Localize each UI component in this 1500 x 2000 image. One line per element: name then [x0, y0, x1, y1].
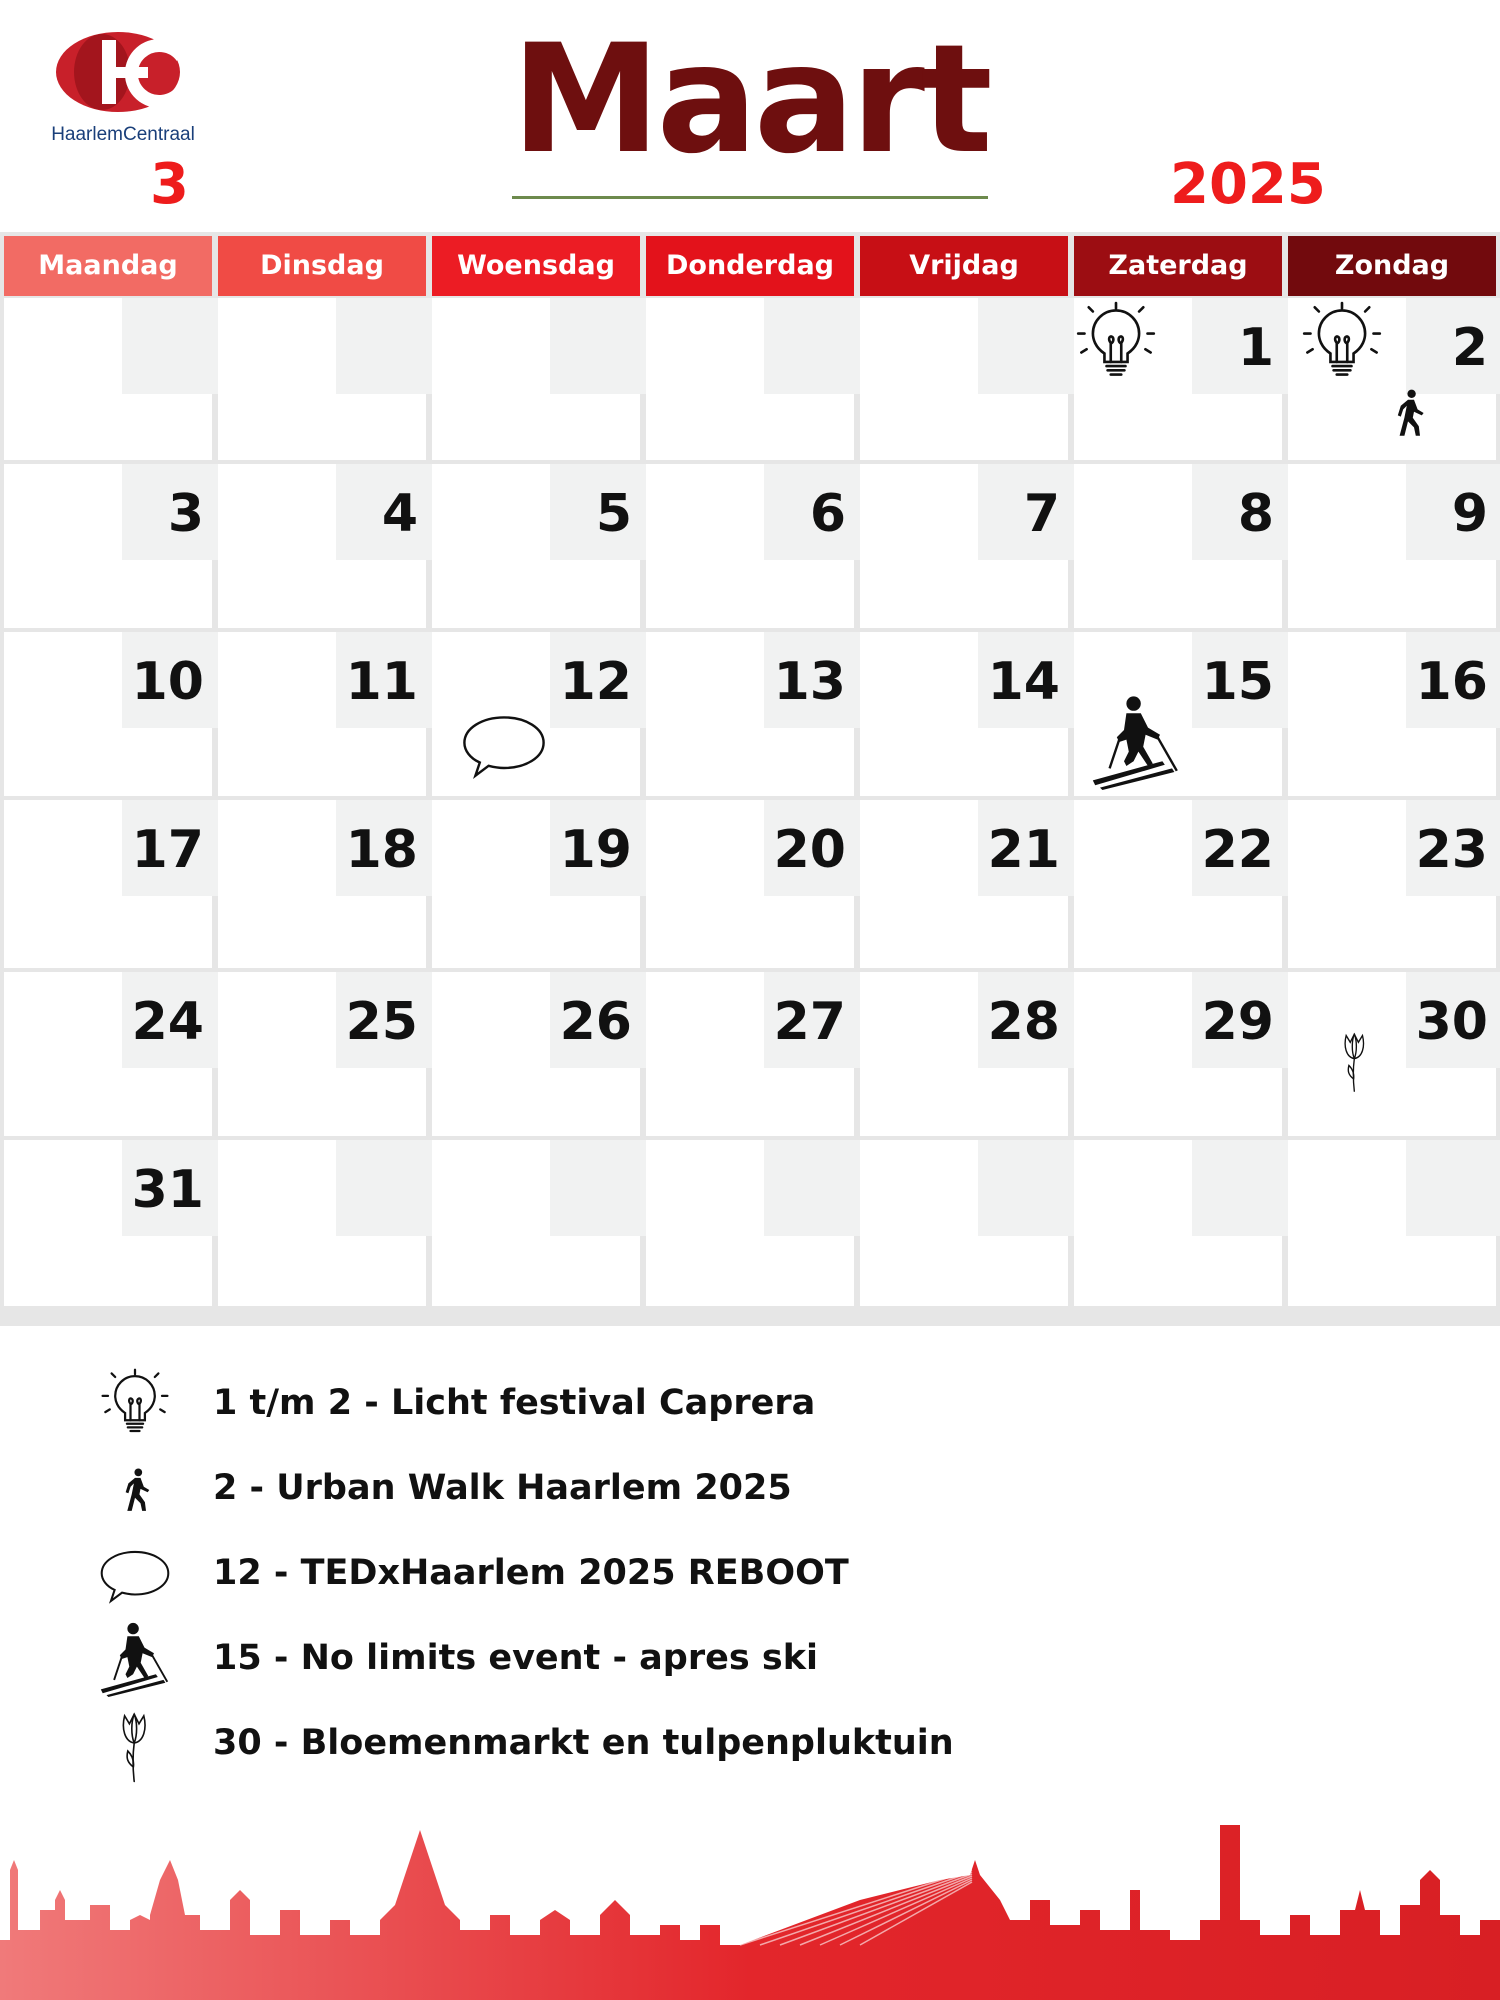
- day-cell[interactable]: [4, 632, 212, 796]
- day-number-box: [764, 298, 860, 394]
- day-number: 25: [345, 992, 418, 1052]
- speech-bubble-icon: [460, 712, 548, 780]
- day-cell[interactable]: [432, 800, 640, 968]
- day-number: 11: [345, 652, 418, 712]
- empty-day-cell: [646, 1140, 854, 1306]
- day-number: 2: [1451, 318, 1488, 378]
- day-number-box: [550, 1140, 646, 1236]
- day-cell[interactable]: [218, 464, 426, 628]
- empty-day-cell: [4, 298, 212, 460]
- day-number-box: [550, 298, 646, 394]
- day-cell[interactable]: [218, 800, 426, 968]
- day-cell[interactable]: [646, 800, 854, 968]
- year-label: 2025: [1170, 152, 1326, 217]
- empty-day-cell: [432, 298, 640, 460]
- tulip-icon: [1338, 1020, 1372, 1104]
- weekday-header-maandag: Maandag: [4, 236, 212, 296]
- day-number: 5: [595, 484, 632, 544]
- day-number: 9: [1451, 484, 1488, 544]
- day-number-box: [122, 298, 218, 394]
- day-cell[interactable]: [1288, 298, 1496, 460]
- day-number-box: [336, 1140, 432, 1236]
- day-cell[interactable]: [218, 972, 426, 1136]
- event-legend: [0, 1350, 1500, 1810]
- city-skyline-icon: [0, 1820, 1500, 2000]
- tulip-icon: [115, 1706, 155, 1788]
- legend-item: [95, 1625, 1095, 1695]
- day-cell[interactable]: [646, 972, 854, 1136]
- day-cell[interactable]: [1074, 464, 1282, 628]
- day-cell[interactable]: [218, 632, 426, 796]
- weekday-header-zaterdag: Zaterdag: [1074, 236, 1282, 296]
- day-cell[interactable]: [4, 800, 212, 968]
- day-cell[interactable]: [1288, 800, 1496, 968]
- day-cell[interactable]: [1288, 464, 1496, 628]
- empty-day-cell: [646, 298, 854, 460]
- month-number: 3: [150, 152, 189, 217]
- day-number: 31: [131, 1160, 204, 1220]
- walking-person-icon: [1384, 372, 1432, 454]
- day-number: 27: [773, 992, 846, 1052]
- empty-day-cell: [1074, 1140, 1282, 1306]
- day-cell[interactable]: [1074, 972, 1282, 1136]
- walking-person-icon: [113, 1455, 157, 1525]
- skier-icon: [95, 1621, 175, 1697]
- day-cell[interactable]: [432, 972, 640, 1136]
- day-cell[interactable]: [4, 1140, 212, 1306]
- haarlem-centraal-logo: [40, 22, 210, 147]
- day-number: 19: [559, 820, 632, 880]
- day-number: 13: [773, 652, 846, 712]
- month-title: Maart: [511, 13, 989, 187]
- weekday-header-donderdag: Donderdag: [646, 236, 854, 296]
- day-cell[interactable]: [432, 464, 640, 628]
- day-number: 7: [1023, 484, 1060, 544]
- day-cell[interactable]: [4, 972, 212, 1136]
- legend-text: 30 - Bloemenmarkt en tulpenpluktuin: [213, 1723, 954, 1763]
- legend-item: [95, 1370, 1095, 1440]
- weekday-header-vrijdag: Vrijdag: [860, 236, 1068, 296]
- day-number: 16: [1415, 652, 1488, 712]
- lightbulb-icon: [98, 1368, 172, 1440]
- day-number-box: [336, 298, 432, 394]
- lightbulb-icon: [1074, 298, 1158, 388]
- empty-day-cell: [860, 298, 1068, 460]
- day-number: 6: [809, 484, 846, 544]
- legend-item: [95, 1455, 1095, 1525]
- day-number: 1: [1237, 318, 1274, 378]
- day-number-box: [764, 1140, 860, 1236]
- day-cell[interactable]: [860, 632, 1068, 796]
- month-calendar-grid: [0, 232, 1500, 1326]
- day-number: 15: [1201, 652, 1274, 712]
- day-number: 17: [131, 820, 204, 880]
- day-number: 3: [167, 484, 204, 544]
- day-number-box: [1406, 1140, 1500, 1236]
- day-number: 4: [381, 484, 418, 544]
- empty-day-cell: [1288, 1140, 1496, 1306]
- day-cell[interactable]: [4, 464, 212, 628]
- day-number: 8: [1237, 484, 1274, 544]
- logo-text: HaarlemCentraal: [51, 124, 195, 145]
- day-number-box: [978, 298, 1074, 394]
- empty-day-cell: [218, 298, 426, 460]
- day-number: 23: [1415, 820, 1488, 880]
- empty-day-cell: [860, 1140, 1068, 1306]
- legend-text: 2 - Urban Walk Haarlem 2025: [213, 1468, 792, 1508]
- day-cell[interactable]: [860, 972, 1068, 1136]
- day-number: 12: [559, 652, 632, 712]
- day-cell[interactable]: [1288, 632, 1496, 796]
- weekday-header-dinsdag: Dinsdag: [218, 236, 426, 296]
- day-number-box: [978, 1140, 1074, 1236]
- legend-item: [95, 1710, 1095, 1780]
- day-number: 14: [987, 652, 1060, 712]
- day-number: 18: [345, 820, 418, 880]
- legend-text: 12 - TEDxHaarlem 2025 REBOOT: [213, 1553, 849, 1593]
- weekday-header-zondag: Zondag: [1288, 236, 1496, 296]
- legend-text: 15 - No limits event - apres ski: [213, 1638, 818, 1678]
- empty-day-cell: [432, 1140, 640, 1306]
- lightbulb-icon: [1300, 298, 1384, 388]
- day-cell[interactable]: [1074, 632, 1282, 796]
- title-underline: [512, 196, 988, 199]
- skier-icon: [1088, 694, 1184, 790]
- day-number: 20: [773, 820, 846, 880]
- day-cell[interactable]: [1074, 298, 1282, 460]
- day-number-box: [1192, 1140, 1288, 1236]
- day-number: 29: [1201, 992, 1274, 1052]
- day-number: 30: [1415, 992, 1488, 1052]
- day-cell[interactable]: [646, 632, 854, 796]
- day-number: 10: [131, 652, 204, 712]
- legend-text: 1 t/m 2 - Licht festival Caprera: [213, 1383, 816, 1423]
- day-cell[interactable]: [432, 632, 640, 796]
- legend-item: [95, 1540, 1095, 1610]
- weekday-header-woensdag: Woensdag: [432, 236, 640, 296]
- empty-day-cell: [218, 1140, 426, 1306]
- day-cell[interactable]: [646, 464, 854, 628]
- day-cell[interactable]: [860, 800, 1068, 968]
- day-cell[interactable]: [1074, 800, 1282, 968]
- day-number: 28: [987, 992, 1060, 1052]
- day-number: 24: [131, 992, 204, 1052]
- day-number: 22: [1201, 820, 1274, 880]
- day-number: 26: [559, 992, 632, 1052]
- day-cell[interactable]: [860, 464, 1068, 628]
- day-cell[interactable]: [1288, 972, 1496, 1136]
- day-number: 21: [987, 820, 1060, 880]
- speech-bubble-icon: [98, 1548, 172, 1604]
